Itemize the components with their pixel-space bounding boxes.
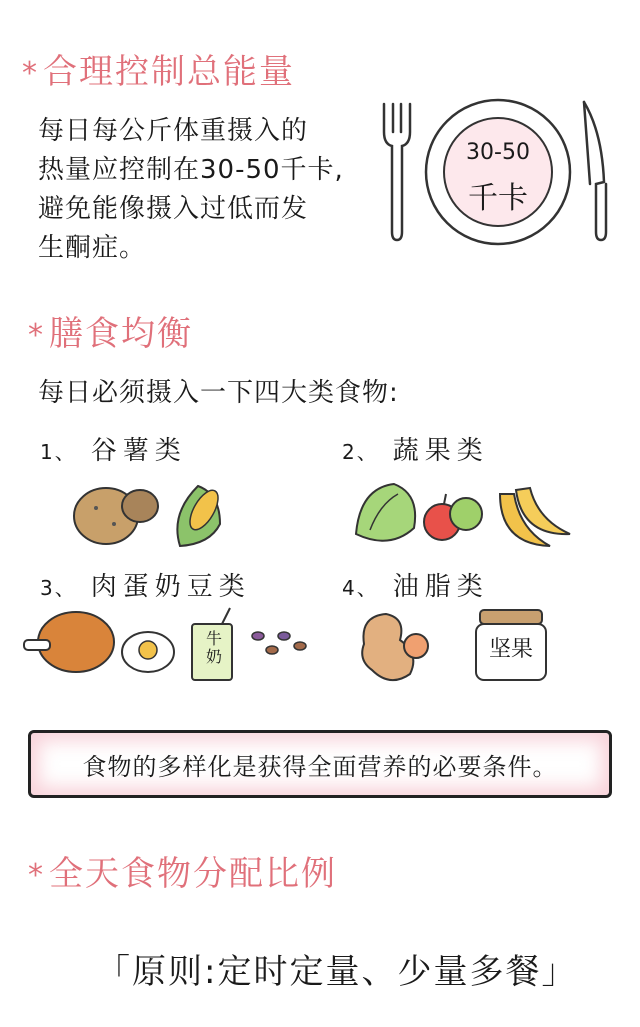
- text-line: 热量应控制在30-50千卡,: [38, 155, 344, 185]
- category-grains: [40, 430, 187, 467]
- corn-icon: [177, 486, 223, 546]
- category-label: 蔬果类: [392, 436, 489, 466]
- milk-carton-label: [196, 630, 232, 666]
- diversity-banner: 食物的多样化是获得全面营养的必要条件。: [28, 730, 612, 798]
- peanut-icon: [362, 614, 428, 680]
- protein-icons: [18, 606, 318, 690]
- category-number: 3、: [40, 576, 77, 600]
- plate-label: [444, 140, 552, 217]
- cabbage-icon: [356, 484, 415, 541]
- star-icon: *: [28, 858, 45, 893]
- fork-icon: [384, 104, 410, 240]
- category-number: 2、: [342, 440, 379, 464]
- category-label: 油脂类: [392, 572, 489, 602]
- section-title-distribution: [28, 846, 337, 895]
- category-fruits-vegetables: [342, 430, 489, 467]
- section-title-text: 膳食均衡: [49, 314, 193, 354]
- apple-icon: [424, 494, 482, 540]
- chicken-leg-icon: [24, 612, 114, 672]
- milk-label-1: 牛: [205, 629, 222, 648]
- section-title-energy: [22, 44, 295, 93]
- text-line: 每日每公斤体重摄入的: [38, 116, 309, 146]
- egg-icon: [122, 632, 174, 672]
- star-icon: *: [22, 56, 39, 91]
- balance-intro: 每日必须摄入一下四大类食物:: [38, 378, 399, 408]
- energy-description: [38, 112, 378, 268]
- section-title-balance: [28, 306, 193, 355]
- nut-jar-label: 坚果: [488, 637, 533, 662]
- category-protein: [40, 566, 251, 603]
- principle-text: 「原则:定时定量、少量多餐」: [96, 952, 578, 992]
- potato-icon: [74, 488, 158, 544]
- text-line: 生酮症。: [38, 233, 147, 263]
- text-line: 避免能像摄入过低而发: [38, 194, 309, 224]
- category-number: 1、: [40, 440, 77, 464]
- milk-label-2: 奶: [205, 647, 222, 666]
- category-oils: [342, 566, 489, 603]
- fruits-vegetables-icons: [350, 474, 590, 554]
- knife-icon: [584, 102, 606, 240]
- category-label: 肉蛋奶豆类: [90, 572, 251, 602]
- category-number: 4、: [342, 576, 379, 600]
- section-title-text: 全天食物分配比例: [49, 854, 337, 894]
- category-label: 谷薯类: [90, 436, 187, 466]
- plate-unit: 千卡: [468, 181, 528, 216]
- beans-icon: [252, 632, 306, 654]
- star-icon: *: [28, 318, 45, 353]
- plate-value: 30-50: [466, 140, 530, 165]
- section-title-text: 合理控制总能量: [43, 52, 295, 92]
- banana-icon: [500, 488, 570, 546]
- grains-icons: [70, 474, 250, 554]
